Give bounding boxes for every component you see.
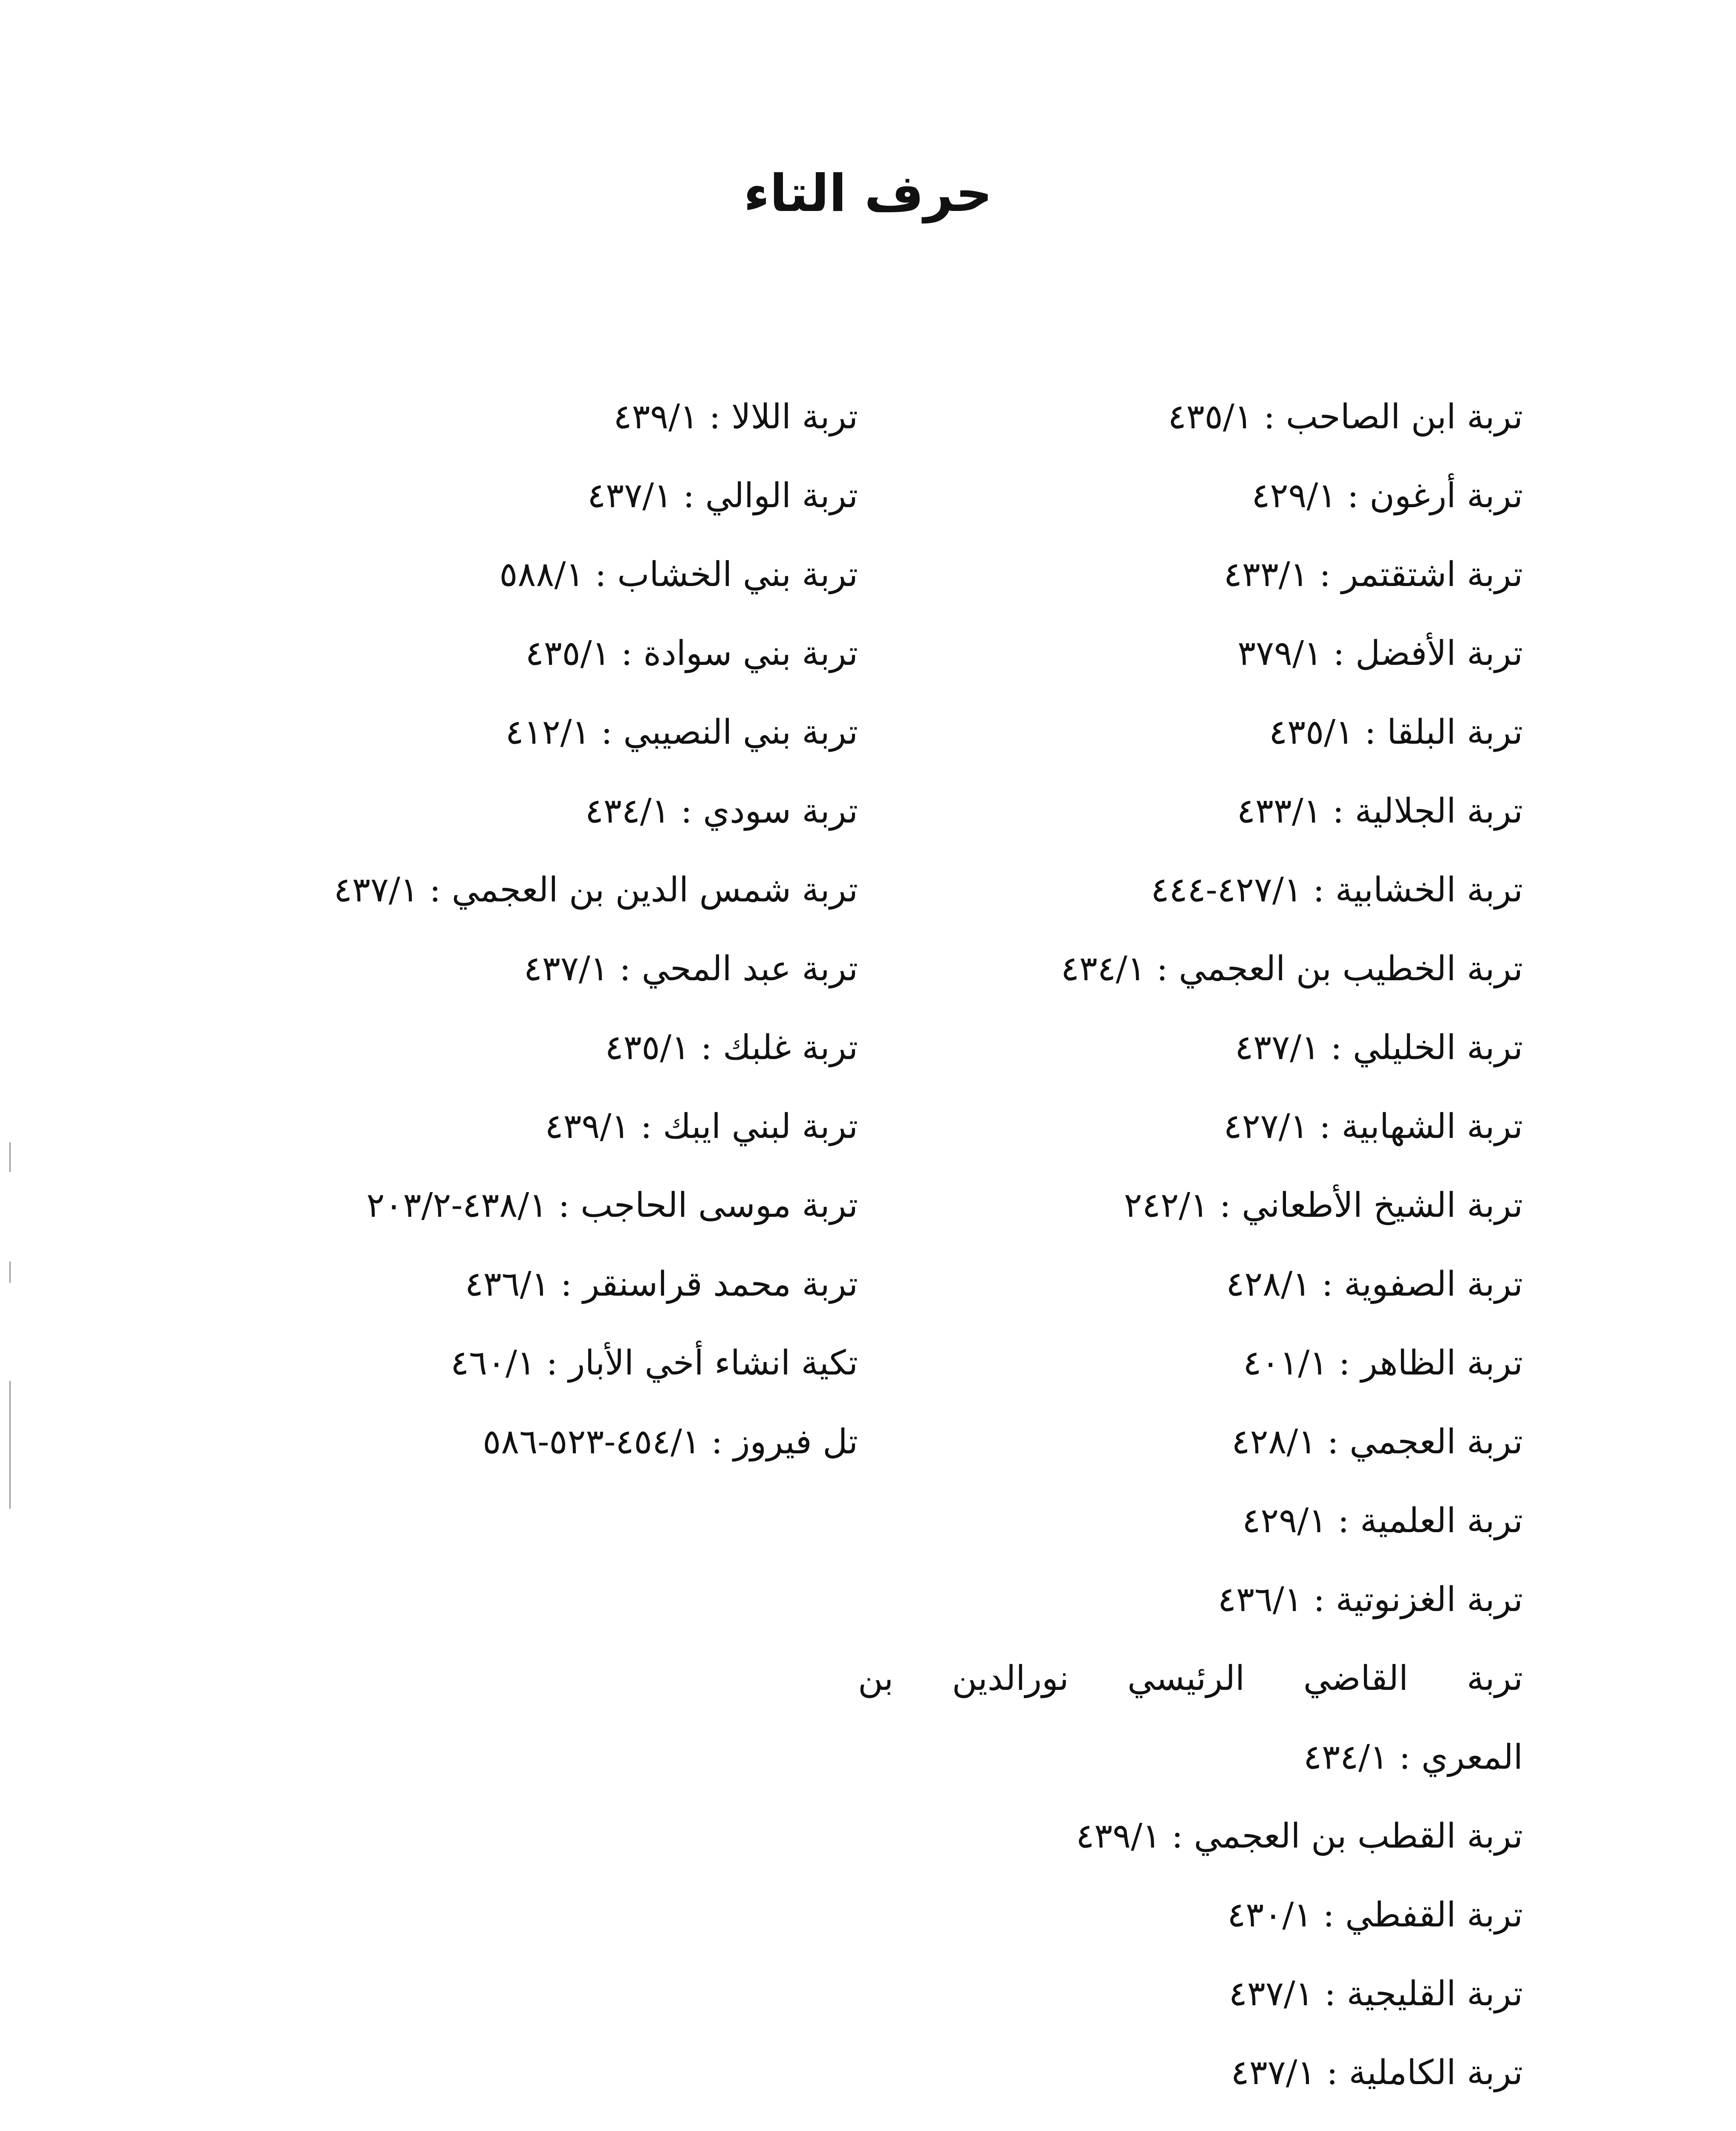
index-entry: تربة بني النصيبي : ٤١٢/١ (505, 712, 858, 752)
index-entry: تربة اللالا : ٤٣٩/١ (613, 397, 858, 436)
index-entry: تربة الجلالية : ٤٣٣/١ (1236, 791, 1523, 831)
index-column-right (858, 377, 1523, 2112)
index-entry: تربة الأفضل : ٣٧٩/١ (1237, 633, 1523, 673)
index-entry: تربة البلقا : ٤٣٥/١ (1269, 712, 1523, 752)
index-entry: تربة العجمي : ٤٢٨/١ (1231, 1422, 1523, 1461)
page-title: حرف التاء (743, 164, 993, 223)
index-entry: تربة اشتقتمر : ٤٣٣/١ (1223, 554, 1523, 594)
index-entry: تربة الخطيب بن العجمي : ٤٣٤/١ (1061, 949, 1523, 988)
index-entry: تربة ابن الصاحب : ٤٣٥/١ (1168, 397, 1523, 436)
index-entry: تربة موسى الحاجب : ٤٣٨/١-٢٠٣/٢ (366, 1185, 858, 1225)
index-entry: تربة سودي : ٤٣٤/١ (585, 791, 858, 831)
index-entry: تربة القليجية : ٤٣٧/١ (1229, 1974, 1523, 2013)
index-entry: تربة القطب بن العجمي : ٤٣٩/١ (1076, 1816, 1523, 1856)
scan-margin-mark (9, 1381, 11, 1509)
index-entry: تربة الغزنوتية : ٤٣٦/١ (1218, 1579, 1523, 1619)
index-entry: تربة بني الخشاب : ٥٨٨/١ (499, 554, 858, 594)
index-entry: تربة الشهابية : ٤٢٧/١ (1223, 1106, 1523, 1146)
index-entry: تربة الخليلي : ٤٣٧/١ (1235, 1028, 1523, 1067)
index-entry: تربة الصفوية : ٤٢٨/١ (1226, 1264, 1523, 1304)
scan-margin-mark (9, 1142, 11, 1172)
index-entry: تربة الكاملية : ٤٣٧/١ (1231, 2053, 1523, 2092)
index-entry: تربة العلمية : ٤٢٩/١ (1242, 1501, 1523, 1540)
index-entry: تربة أرغون : ٤٢٩/١ (1251, 476, 1523, 515)
index-entry: تربة الشيخ الأطعاني : ٢٤٢/١ (1124, 1185, 1523, 1225)
index-entry: تل فيروز : ٤٥٤/١-٥٢٣-٥٨٦ (482, 1422, 858, 1461)
index-entry: تربة لبني ايبك : ٤٣٩/١ (545, 1106, 858, 1146)
index-entry: تكية انشاء أخي الأبار : ٤٦٠/١ (451, 1343, 858, 1383)
index-entry: تربة الظاهر : ٤٠١/١ (1243, 1343, 1523, 1383)
index-entry: تربة بني سوادة : ٤٣٥/١ (525, 633, 858, 673)
index-entry: تربة عبد المحي : ٤٣٧/١ (523, 949, 858, 988)
index-entry: تربة الخشابية : ٤٢٧/١-٤٤٤ (1151, 870, 1523, 910)
index-column-left (261, 377, 858, 1481)
index-entry: تربة الوالي : ٤٣٧/١ (587, 476, 858, 515)
scan-margin-mark (9, 1262, 11, 1283)
index-entry: تربة غلبك : ٤٣٥/١ (605, 1028, 858, 1067)
index-entry-continuation: المعري : ٤٣٤/١ (1303, 1737, 1523, 1777)
index-entry: تربة محمد قراسنقر : ٤٣٦/١ (465, 1264, 858, 1304)
index-entry: تربة شمس الدين بن العجمي : ٤٣٧/١ (334, 870, 858, 910)
index-entry-continued: تربة القاضي الرئيسي نورالدين بن (858, 1658, 1523, 1698)
index-entry: تربة القفطي : ٤٣٠/١ (1227, 1895, 1523, 1935)
